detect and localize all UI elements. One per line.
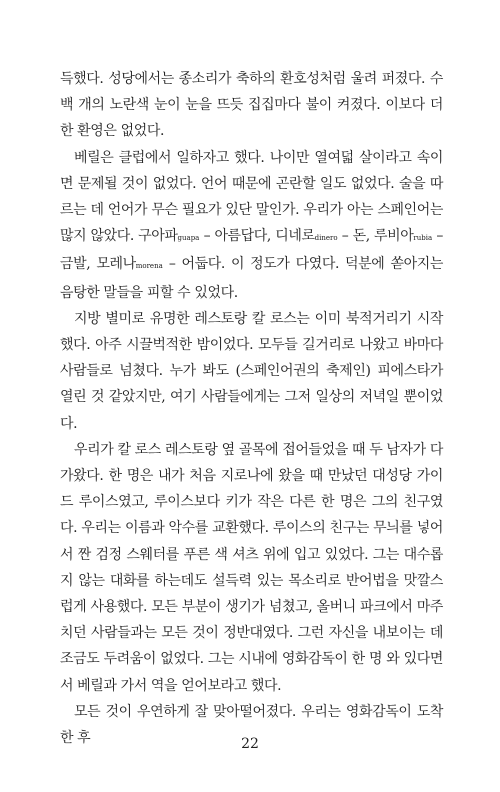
spanish-word-dinero: dinero xyxy=(314,234,338,243)
page-number: 22 xyxy=(241,736,259,752)
paragraph-2-text: – 아름답다, 디네로 xyxy=(199,228,315,245)
body-text xyxy=(60,66,443,751)
paragraph-2-text: – 어둡다. 이 정도가 다였다. 덕분에 쏟아지는 음탕한 말들을 피할 수 있었다. xyxy=(60,256,443,301)
paragraph-2-text: – 금발, 모레나 xyxy=(60,228,444,273)
paragraph-4: 우리가 칼 로스 레스토랑 옆 골목에 접어들었을 때 두 남자가 다가왔다. 한 명은 내가 처음 지로나에 왔을 때 만났던 대성당 가이드 루이스였고, 루이스보다 키가 작은 다른 한 명은 그의 친구였다. 우리는 이름과 악수를 교환했다. 루이스의 친구는 무늬를 넣어서 짠 검정 스웨터를 푸른 색 셔츠 위에 입고 있었다. 그는 대수롭지 않는 대화를 하는데도 설득력 있는 목소리로 반어법을 맛깔스럽게 사용했다. 모든 부분이 생기가 넘쳤고, 올버니 파크에서 마주치던 사람들과는 모든 것이 정반대였다. 그런 자신을 내보이는 데 조금도 두려움이 없었다. 그는 시내에 영화감독이 한 명 와 있다면서 베릴과 가서 역을 얻어보라고 했다. xyxy=(60,441,443,694)
spanish-word-rubia: rubia xyxy=(413,234,433,243)
paragraph-2-text: 베릴은 클럽에서 일하자고 했다. 나이만 열여덟 살이라고 속이면 문제될 것이 없었다. 언어 때문에 곤란할 일도 없었다. 술을 따르는 데 언어가 무슨 필요가 있단 말인가. 우리가 아는 스페인어는 많지 않았다. 구아파 xyxy=(60,149,443,245)
paragraph-2-text: – 돈, 루비아 xyxy=(337,228,414,245)
paragraph-1: 득했다. 성당에서는 종소리가 축하의 환호성처럼 울려 퍼졌다. 수백 개의 노란색 눈이 눈을 뜨듯 집집마다 불이 켜졌다. 이보다 더한 환영은 없었다. xyxy=(60,71,443,140)
paragraph-3: 지방 별미로 유명한 레스토랑 칼 로스는 이미 북적거리기 시작했다. 아주 시끌벅적한 밤이었다. 모두들 길거리로 나왔고 바마다 사람들로 넘쳤다. 누가 봐도 (스페인어권의 축제인) 피에스타가 열린 것 같았지만, 여기 사람들에게는 그저 일상의 저녁일 뿐이었다. xyxy=(60,310,443,432)
spanish-word-morena: morena xyxy=(135,262,163,271)
spanish-word-guapa: guapa xyxy=(177,234,200,243)
paragraph-5: 모든 것이 우연하게 잘 맞아떨어졌다. 우리는 영화감독이 도착한 후 xyxy=(60,703,443,747)
paragraph-2 xyxy=(60,145,443,306)
